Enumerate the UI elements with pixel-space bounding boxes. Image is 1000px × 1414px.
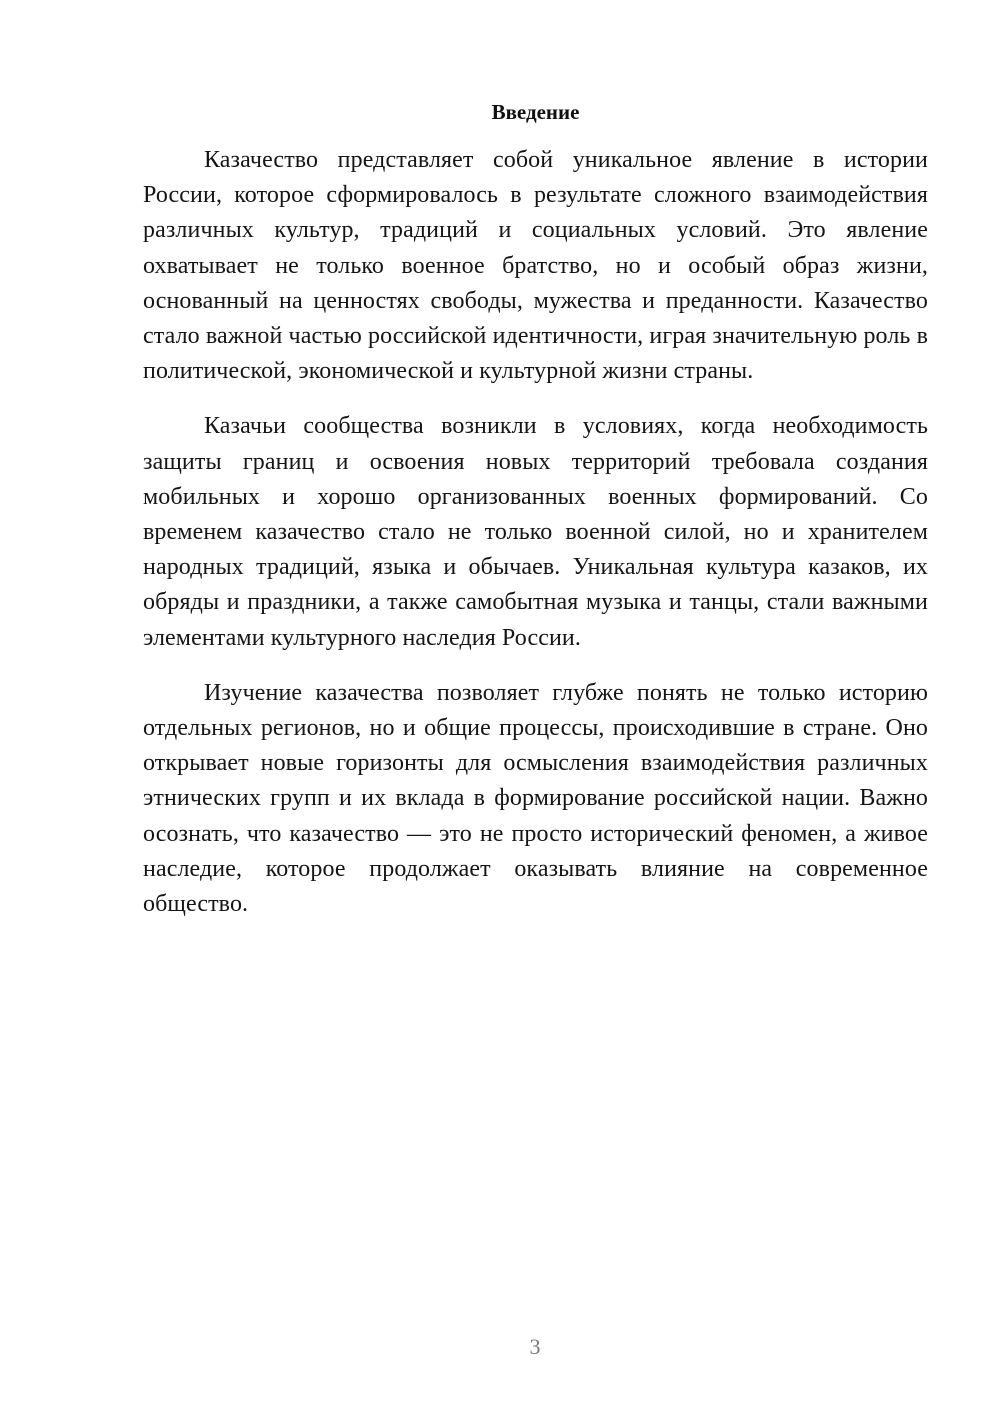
section-title: Введение — [491, 100, 580, 124]
page-content — [143, 94, 928, 942]
paragraph-2: Казачьи сообщества возникли в условиях, когда необходимость защиты границ и освоения новых территорий требовала создания мобильных и хорошо организованных военных формирований. Со временем казачество стало не только военной силой, но и хранителем народных традиций, языка и обычаев. Уникальная культура казаков, их обряды и праздники, а также самобытная музыка и танцы, стали важными элементами культурного наследия России. — [143, 413, 928, 651]
paragraph-3: Изучение казачества позволяет глубже понять не только историю отдельных регионов, но и общие процессы, происходившие в стране. Оно открывает новые горизонты для осмысления взаимодействия различных этнических групп и их вклада в формирование российской нации. Важно осознать, что казачество — это не просто исторический феномен, а живое наследие, которое продолжает оказывать влияние на современное общество. — [143, 679, 928, 918]
page-number: 3 — [529, 1334, 541, 1359]
paragraph-1: Казачество представляет собой уникальное явление в истории России, которое сформировалось в результате сложного взаимодействия различных культур, традиций и социальных условий. Это явление охватывает не только военное братство, но и особый образ жизни, основанный на ценностях свободы, мужества и преданности. Казачество стало важной частью российской идентичности, играя значительную роль в политической, экономической и культурной жизни страны. — [143, 147, 928, 385]
